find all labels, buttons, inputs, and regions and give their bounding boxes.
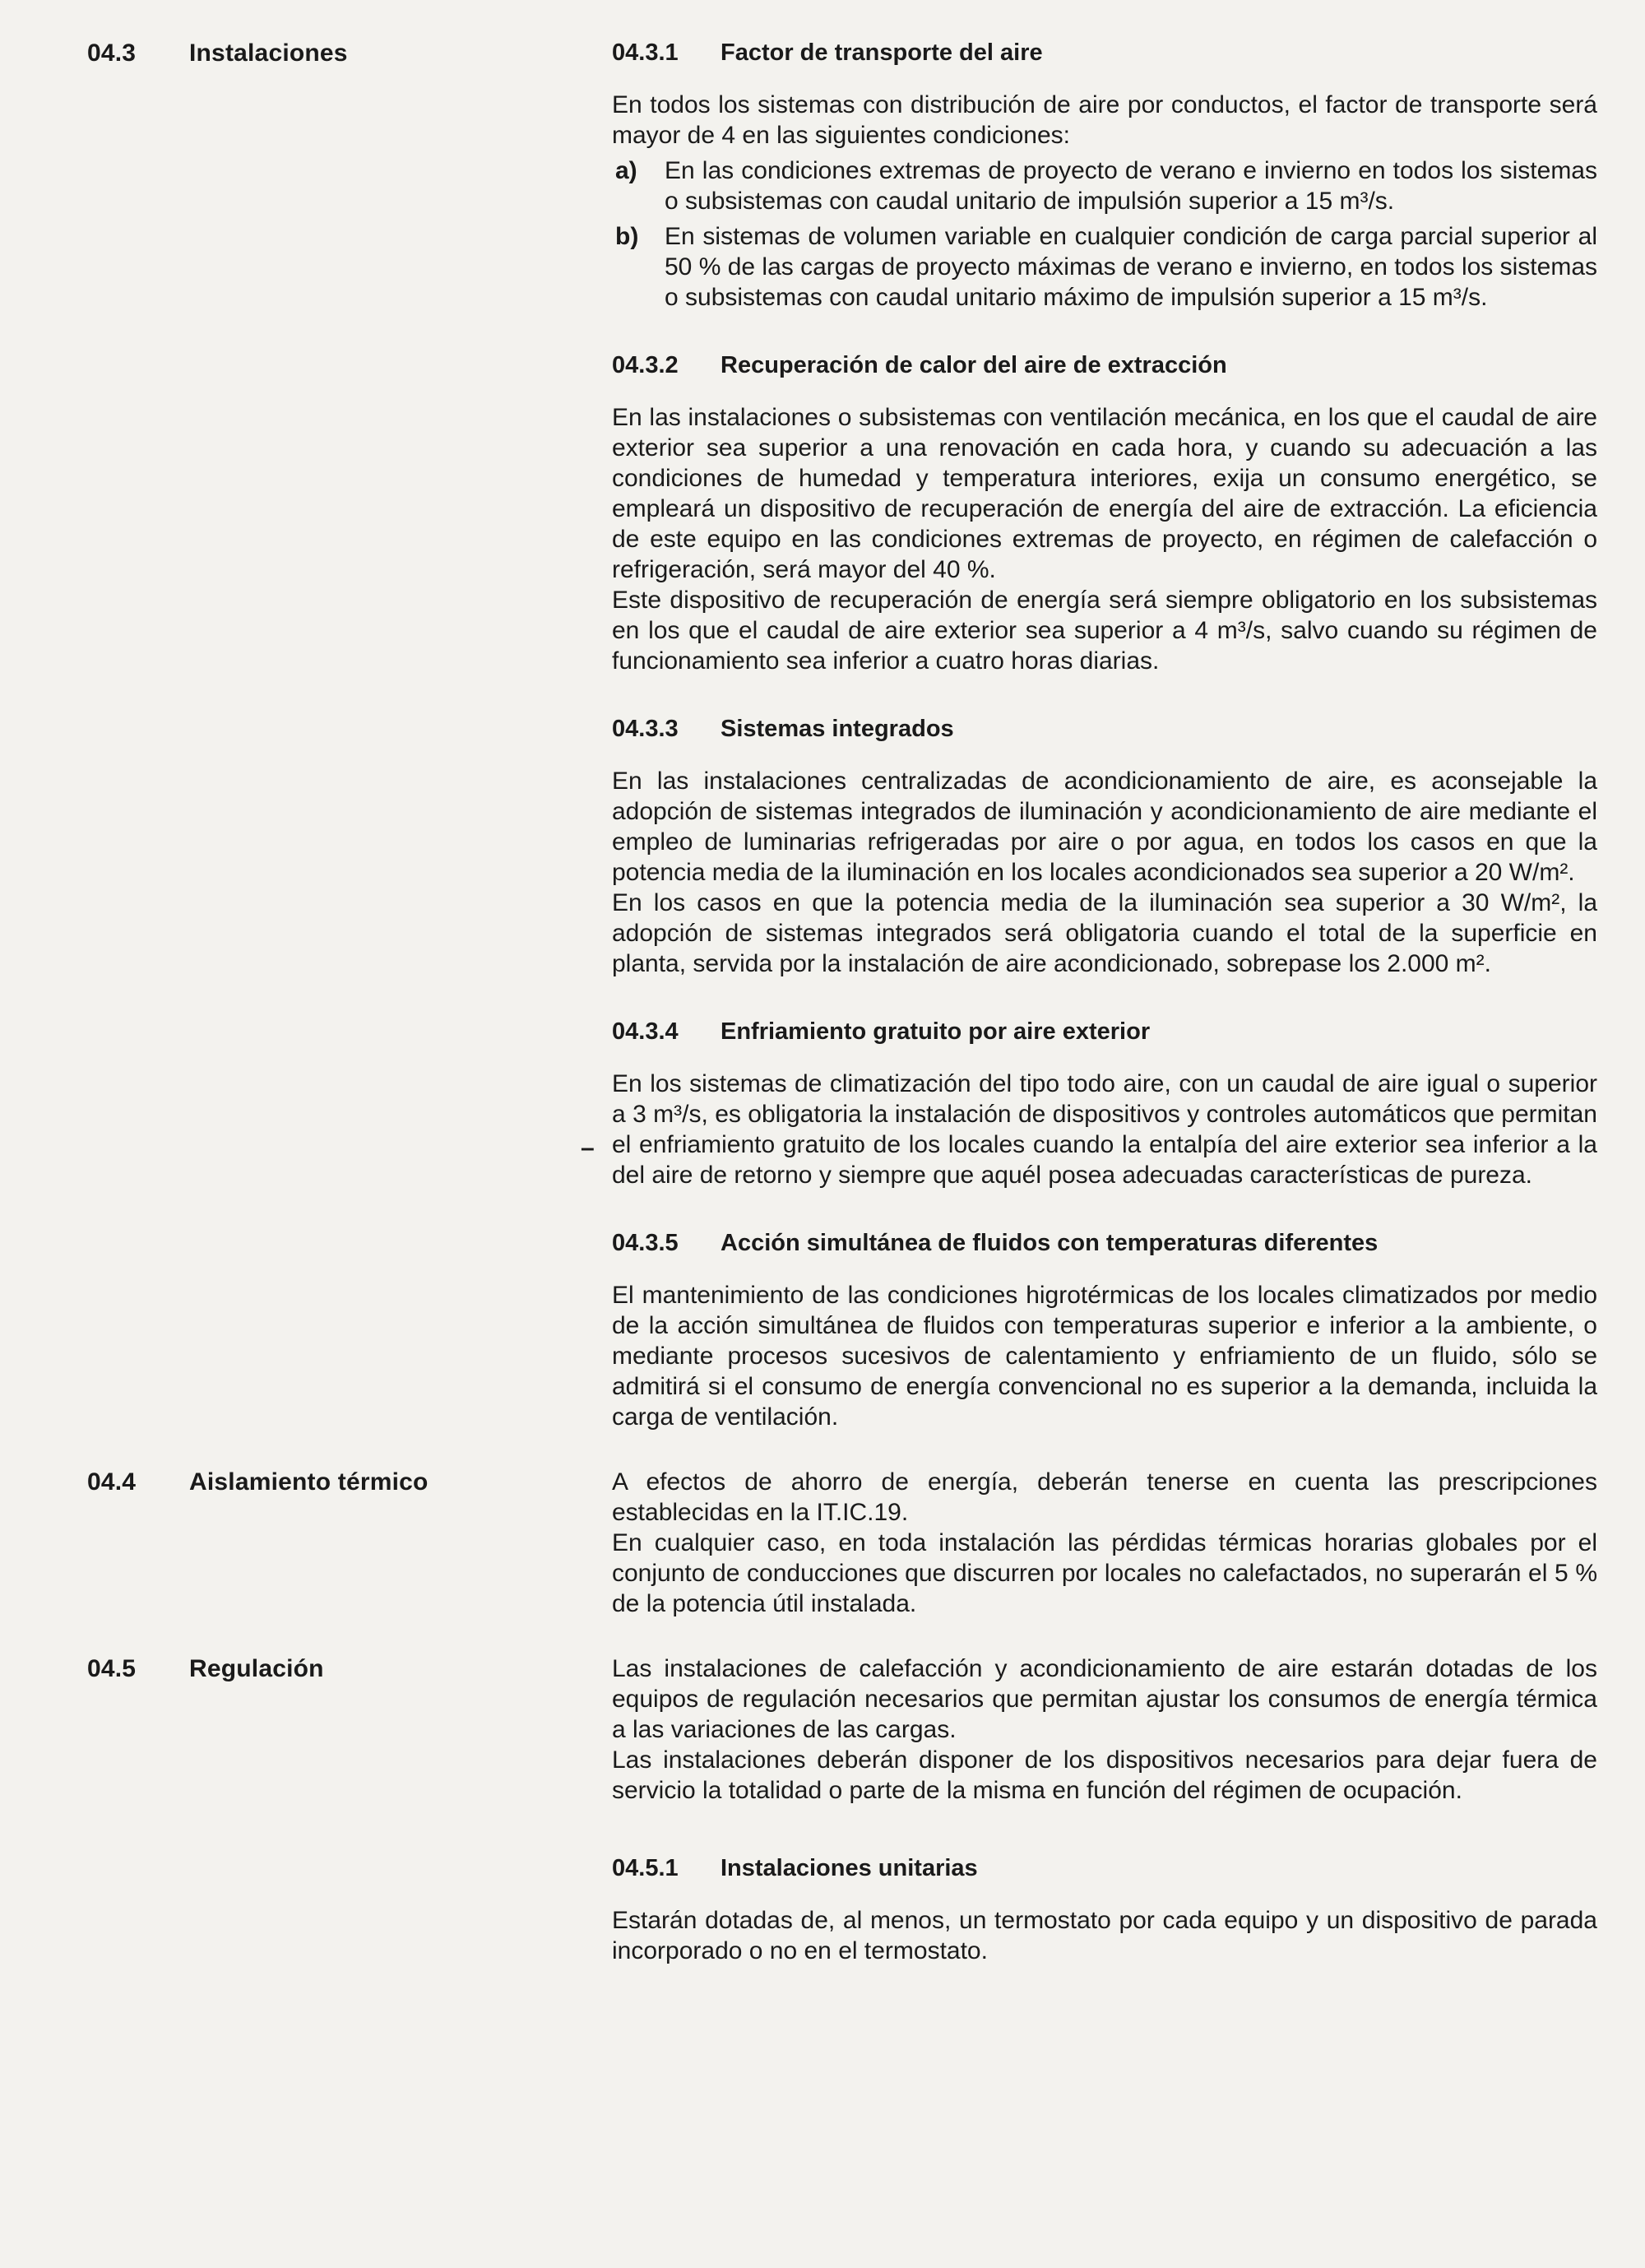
subsection-title: Sistemas integrados: [721, 716, 954, 742]
paragraph: Las instalaciones deberán disponer de los dispositivos necesarios para dejar fuera de servicio la totalidad o parte de la misma en función del régimen de ocupación.: [612, 1746, 1597, 1804]
paragraph: A efectos de ahorro de energía, deberán tenerse en cuenta las prescripciones establecidas en la IT.IC.19.: [612, 1468, 1597, 1526]
list-item-text: En las condiciones extremas de proyecto de verano e invierno en todos los sistemas o subsistemas con caudal unitario de impulsión superior a 15 m³/s.: [665, 157, 1597, 215]
margin-heading-04-4: [87, 1467, 612, 1497]
section-number: 04.4: [87, 1468, 137, 1496]
paragraph: En los casos en que la potencia media de la iluminación sea superior a 30 W/m², la adopción de sistemas integrados será obligatoria cuando el total de la superficie en planta, servida por la instalación de aire acondicionado, sobrepase los 2.000 m².: [612, 889, 1597, 977]
paragraph: Las instalaciones de calefacción y acondicionamiento de aire estarán dotadas de los equipos de regulación necesarios que permitan ajustar los consumos de energía térmica a las variaciones de las cargas.: [612, 1655, 1597, 1743]
main-column: [612, 1853, 1597, 1966]
section-instalaciones-unitarias: [87, 1853, 1597, 1966]
subsection-number: 04.3.1: [612, 39, 679, 66]
section-title: Instalaciones: [189, 39, 348, 67]
paragraph: En las instalaciones o subsistemas con ventilación mecánica, en los que el caudal de aire exterior sea superior a una renovación en cada hora, y cuando su adecuación a las condiciones de humedad y temperatura interiores, exija un consumo energético, se empleará un dispositivo de recuperación de energía del aire de extracción. La eficiencia de este equipo en las condiciones extremas de proyecto, en régimen de calefacción o refrigeración, será mayor del 40 %.: [612, 404, 1597, 583]
subsection-heading-04-3-4: [612, 1017, 1597, 1047]
subsection-heading-04-3-1: [612, 38, 1597, 68]
section-title: Regulación: [189, 1655, 324, 1682]
margin-column: [87, 1467, 612, 1497]
subsection-title: Instalaciones unitarias: [721, 1855, 978, 1881]
margin-heading-04-3: [87, 38, 612, 68]
list-marker: a): [615, 157, 637, 184]
subsection-number: 04.3.2: [612, 352, 679, 378]
section-instalaciones: [87, 38, 1597, 1432]
subsection-title: Recuperación de calor del aire de extracción: [721, 352, 1227, 378]
subsection-title: Factor de transporte del aire: [721, 39, 1043, 66]
margin-column: [87, 1653, 612, 1684]
paragraph: Estarán dotadas de, al menos, un termostato por cada equipo y un dispositivo de parada incorporado o no en el termostato.: [612, 1907, 1597, 1964]
section-number: 04.3: [87, 39, 137, 67]
margin-column: [87, 38, 612, 68]
paragraph: En las instalaciones centralizadas de acondicionamiento de aire, es aconsejable la adopción de sistemas integrados de iluminación y acondicionamiento de aire mediante el empleo de luminarias refrigeradas por aire o por agua, en todos los casos en que la potencia media de la iluminación en los locales acondicionados sea superior a 20 W/m².: [612, 768, 1597, 886]
section-number: 04.5: [87, 1655, 137, 1682]
scan-artifact-dash: –: [581, 1134, 595, 1162]
subsection-number: 04.3.4: [612, 1018, 679, 1045]
main-column: [581, 38, 1597, 1432]
margin-heading-04-5: [87, 1653, 612, 1684]
list-item-b: [612, 221, 1597, 313]
subsection-number: 04.3.5: [612, 1230, 679, 1256]
main-column: [612, 1653, 1597, 1806]
subsection-number: 04.3.3: [612, 716, 679, 742]
subsection-number: 04.5.1: [612, 1855, 679, 1881]
subsection-heading-04-3-5: [612, 1228, 1597, 1259]
paragraph: En todos los sistemas con distribución de aire por conductos, el factor de transporte será mayor de 4 en las siguientes condiciones:: [612, 91, 1597, 149]
subsection-heading-04-3-3: [612, 714, 1597, 744]
subsection-heading-04-3-2: [612, 350, 1597, 381]
list-item-a: [612, 155, 1597, 216]
subsection-title: Acción simultánea de fluidos con temperaturas diferentes: [721, 1230, 1379, 1256]
section-regulacion: [87, 1653, 1597, 1806]
paragraph-wrapper: [581, 1069, 1597, 1190]
list-marker: b): [615, 223, 639, 250]
main-column: [612, 1467, 1597, 1619]
paragraph: En los sistemas de climatización del tipo todo aire, con un caudal de aire igual o superior a 3 m³/s, es obligatoria la instalación de dispositivos y controles automáticos que permitan el enfriamiento gratuito de los locales cuando la entalpía del aire exterior sea inferior a la del aire de retorno y siempre que aquél posea adecuadas características de pureza.: [612, 1070, 1597, 1189]
section-title: Aislamiento térmico: [189, 1468, 429, 1496]
paragraph: Este dispositivo de recuperación de energía será siempre obligatorio en los subsistemas en los que el caudal de aire exterior sea superior a 4 m³/s, salvo cuando su régimen de funcionamiento sea inferior a cuatro horas diarias.: [612, 587, 1597, 675]
list-item-text: En sistemas de volumen variable en cualquier condición de carga parcial superior al 50 % de las cargas de proyecto máximas de verano e invierno, en todos los sistemas o subsistemas con caudal unitario máximo de impulsión superior a 15 m³/s.: [665, 223, 1597, 311]
paragraph: En cualquier caso, en toda instalación las pérdidas térmicas horarias globales por el conjunto de conducciones que discurren por locales no calefactados, no superarán el 5 % de la potencia útil instalada.: [612, 1529, 1597, 1617]
paragraph: El mantenimiento de las condiciones higrotérmicas de los locales climatizados por medio de la acción simultánea de fluidos con temperaturas superior e inferior a la ambiente, o mediante procesos sucesivos de calentamiento y enfriamiento de un fluido, sólo se admitirá si el consumo de energía convencional no es superior a la demanda, incluida la carga de ventilación.: [612, 1282, 1597, 1431]
subsection-title: Enfriamiento gratuito por aire exterior: [721, 1018, 1151, 1045]
subsection-heading-04-5-1: [612, 1853, 1597, 1884]
section-aislamiento-termico: [87, 1467, 1597, 1619]
